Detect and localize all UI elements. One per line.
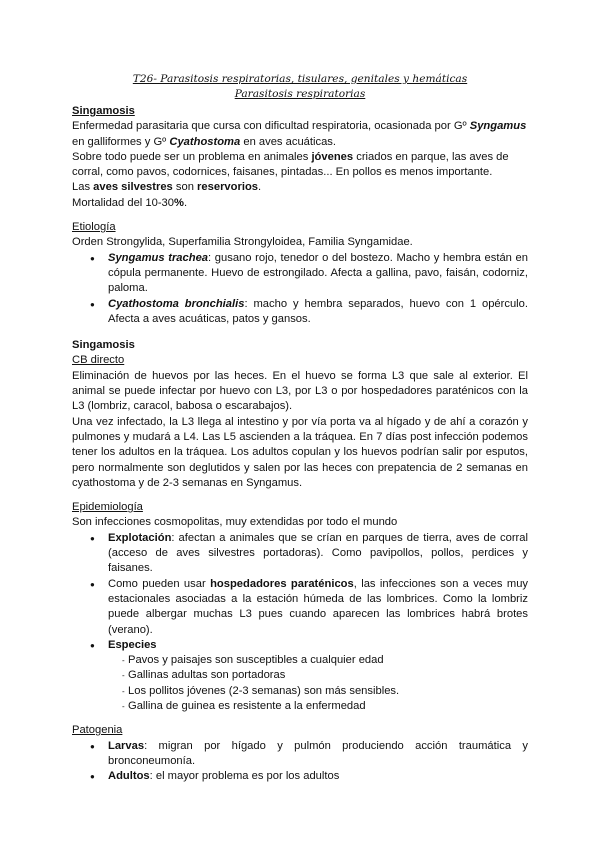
paragraph-taxonomy: Orden Strongylida, Superfamilia Strongyloidea, Familia Syngamidae. <box>72 236 413 249</box>
document-title: T26- Parasitosis respiratorias, tisulares, genitales y hemáticas <box>132 73 468 85</box>
section-heading-etiologia: Etiología <box>72 221 116 234</box>
etiology-list <box>72 251 528 327</box>
list-item-cyathostoma: ● Cyathostoma bronchialis: macho y hembra separados, huevo con 1 opérculo. Afecta a aves acuáticas, patos y gansos. <box>72 297 528 328</box>
section-heading-singamosis-2: Singamosis <box>72 339 135 352</box>
list-item-larvas: ● Larvas: migran por hígado y pulmón produciendo acción traumática y bronconeumonía. <box>72 739 528 770</box>
epidemiology-list <box>72 531 528 715</box>
list-item-especies: ● Especies - Pavos y paisajes son susceptibles a cualquier edad - Gallinas adultas son portadoras - Los pollitos jóvenes (2-3 semanas) son más sensibles. - Gallina de guinea es resistente a la enfermedad <box>72 638 528 714</box>
paragraph-young-animals: Sobre todo puede ser un problema en animales jóvenes criados en parque, las aves de corral, como pavos, codornices, faisanes, pintadas... En pollos es menos importante. <box>72 150 509 179</box>
species-item: - Gallina de guinea es resistente a la enfermedad <box>72 699 528 714</box>
list-item-syngamus: ● Syngamus trachea: gusano rojo, tenedor o del bostezo. Macho y hembra están en cópula permanente. Huevo de estrongilado. Afecta a gallina, pavo, faisán, codorniz, paloma. <box>72 251 528 297</box>
species-item: - Los pollitos jóvenes (2-3 semanas) son más sensibles. <box>72 684 528 699</box>
species-sublist <box>72 653 528 714</box>
species-item: - Pavos y paisajes son susceptibles a cualquier edad <box>72 653 528 668</box>
subheading-cb-directo: CB directo <box>72 354 125 367</box>
list-item-adultos: ● Adultos: el mayor problema es por los adultos <box>72 769 528 784</box>
section-heading-epidemiologia: Epidemiología <box>72 501 143 514</box>
paragraph-life-cycle-1: Eliminación de huevos por las heces. En el huevo se forma L3 que sale al exterior. El animal se puede infectar por huevo con L3, por L3 o por hospedadores paraténicos con la L3 (lombriz, caracol, babosa o escarabajos). <box>72 369 528 413</box>
section-heading-patogenia: Patogenia <box>72 724 123 737</box>
list-item-paratenic-hosts: ● Como pueden usar hospedadores paraténicos, las infecciones son a veces muy estacionales asociadas a la estación húmeda de las lombrices. Como la lombriz puede albergar muchas L3 pues cuando aparecen las lombrices habrá brotes (verano). <box>72 577 528 638</box>
section-heading-singamosis: Singamosis <box>72 105 135 117</box>
list-item-explotacion: ● Explotación: afectan a animales que se crían en parques de tierra, aves de corral (acceso de aves silvestres portadoras). Como pavipollos, pollos, perdices y faisanes. <box>72 531 528 577</box>
species-item: - Gallinas adultas son portadoras <box>72 668 528 683</box>
document-page <box>72 72 528 784</box>
paragraph-reservoirs: Las aves silvestres son reservorios. <box>72 181 262 194</box>
paragraph-epidemiology-intro: Son infecciones cosmopolitas, muy extendidas por todo el mundo <box>72 516 398 529</box>
paragraph-life-cycle-2: Una vez infectado, la L3 llega al intestino y por vía porta va al hígado y de ahí a corazón y pulmones y mudará a L4. Las L5 ascienden a la tráquea. En 7 días post infección podemos tener los adultos en la tráquea. Los adultos copulan y los huevos podrían salir por esputos, pero normalmente son deglutidos y salen por las heces con prepatencia de 2 semanas en cyathostoma y de 2-3 semanas en Syngamus. <box>72 415 528 489</box>
document-subtitle: Parasitosis respiratorias <box>234 88 366 100</box>
paragraph-mortality: Mortalidad del 10-30%. <box>72 196 188 209</box>
paragraph-definition: Enfermedad parasitaria que cursa con dificultad respiratoria, ocasionada por Gº Syngamus en galliformes y Gº Cyathostoma en aves acuáticas. <box>72 120 527 148</box>
patogenia-list <box>72 739 528 785</box>
